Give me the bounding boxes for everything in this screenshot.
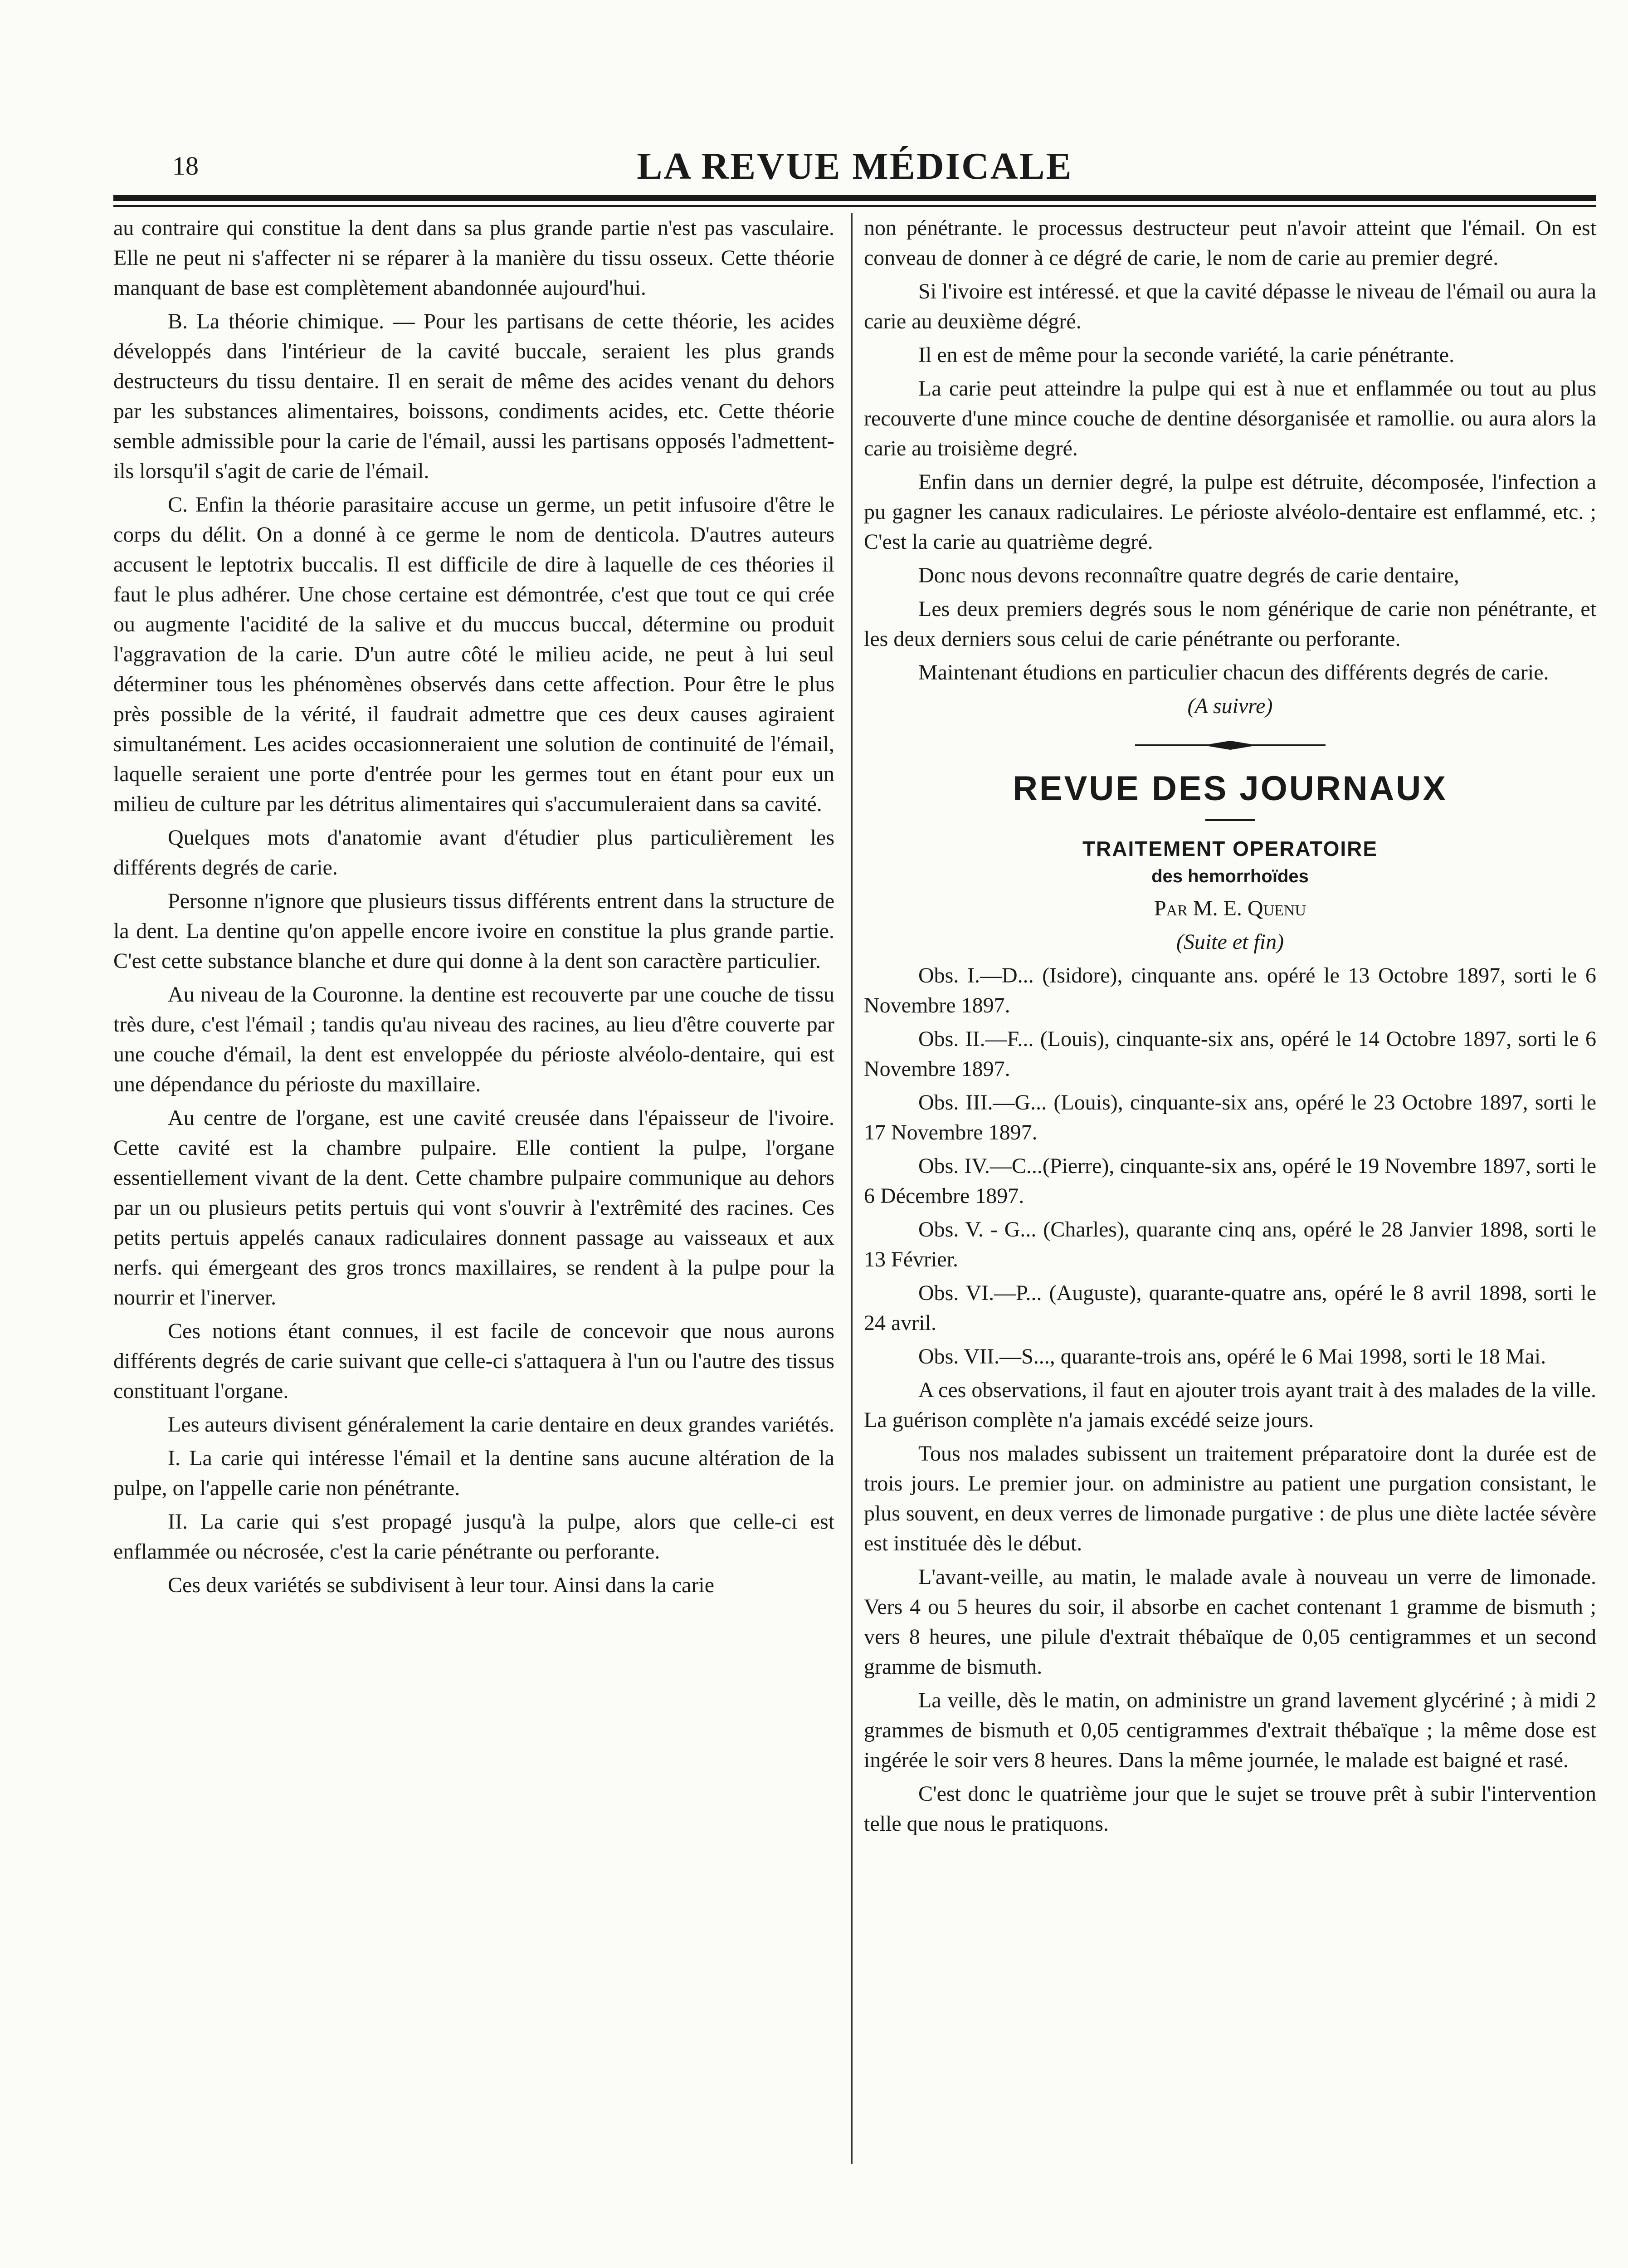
article-subtitle: des hemorrhoïdes (1151, 866, 1309, 886)
left-paragraph: Au niveau de la Couronne. la dentine est recouverte par une couche de tissu très dure, c'est l'émail ; tandis qu'au niveau des racines, au lieu d'être couverte par une couche d'émail, la dent est enveloppée du périoste alvéolo-dentaire, qui est une dépendance du périoste du maxillaire. (113, 982, 834, 1096)
header-rule-thick (113, 195, 1596, 201)
article-title: TRAITEMENT OPERATOIRE (1082, 837, 1378, 860)
ornament-divider-icon (1135, 738, 1326, 752)
column-divider (851, 213, 853, 2164)
right-paragraph: Maintenant étudions en particulier chacun des différents degrés de carie. (918, 660, 1549, 684)
to-be-continued: (A suivre) (1187, 694, 1273, 718)
left-paragraph: Ces notions étant connues, il est facile de concevoir que nous aurons différents degrés de carie suivant que celle-ci s'attaquera à l'un ou l'autre des tissus constituant l'organe. (113, 1319, 834, 1403)
right-paragraph: Si l'ivoire est intéressé. et que la cavité dépasse le niveau de l'émail ou aura la carie au deuxième dégré. (864, 279, 1596, 333)
left-paragraph: II. La carie qui s'est propagé jusqu'à la pulpe, alors que celle-ci est enflammée ou nécrosée, c'est la carie pénétrante ou perforante. (113, 1510, 834, 1564)
left-paragraph: I. La carie qui intéresse l'émail et la dentine sans aucune altération de la pulpe, on l'appelle carie non pénétrante. (113, 1446, 834, 1500)
article-paragraph: Tous nos malades subissent un traitement préparatoire dont la durée est de trois jours. Le premier jour. on administre au patient une purgation consistant, le plus souvent, en deux verres de limonade purgative : de plus une diète lactée sévère est instituée dès le début. (864, 1442, 1596, 1555)
right-paragraph: Il en est de même pour la seconde variété, la carie pénétrante. (918, 343, 1455, 367)
left-column (113, 213, 834, 1604)
header-rule-thin (113, 205, 1596, 207)
right-paragraph: La carie peut atteindre la pulpe qui est à nue et enflammée ou tout au plus recouverte d'une mince couche de dentine désorganisée et ramollie. ou aura alors la carie au troisième degré. (864, 376, 1596, 460)
article-paragraph: A ces observations, il faut en ajouter trois ayant trait à des malades de la ville. La guérison complète n'a jamais excédé seize jours. (864, 1378, 1596, 1432)
article-paragraph: La veille, dès le matin, on administre un grand lavement glycériné ; à midi 2 grammes de bismuth et 0,05 centigrammes d'extrait thébaïque ; la même dose est ingérée le soir vers 8 heures. Dans la même journée, le malade est baigné et rasé. (864, 1688, 1596, 1772)
section-rule (1205, 819, 1255, 821)
observation-entry: Obs. II.—F... (Louis), cinquante-six ans, opéré le 14 Octobre 1897, sorti le 6 Novembre 1897. (864, 1027, 1596, 1081)
page-number: 18 (172, 151, 199, 181)
article-author: Par M. E. Quenu (1154, 896, 1306, 920)
left-paragraph: Quelques mots d'anatomie avant d'étudier plus particulièrement les différents degrés de carie. (113, 826, 834, 880)
left-paragraph: Personne n'ignore que plusieurs tissus différents entrent dans la structure de la dent. La dentine qu'on appelle encore ivoire en constitue la plus grande partie. C'est cette substance blanche et dure qui donne à la dent son caractère particulier. (113, 889, 834, 973)
article-paragraph: C'est donc le quatrième jour que le sujet se trouve prêt à subir l'intervention telle que nous le pratiquons. (864, 1782, 1596, 1836)
article-continuation: (Suite et fin) (1176, 930, 1284, 954)
right-paragraph: Les deux premiers degrés sous le nom générique de carie non pénétrante, et les deux derniers sous celui de carie pénétrante ou perforante. (864, 597, 1596, 651)
left-paragraph: au contraire qui constitue la dent dans sa plus grande partie n'est pas vasculaire. Elle ne peut ni s'affecter ni se réparer à la manière du tissu osseux. Cette théorie manquant de base est complètement abandonnée aujourd'hui. (113, 216, 834, 300)
observation-entry: Obs. VI.—P... (Auguste), quarante-quatre ans, opéré le 8 avril 1898, sorti le 24 avril. (864, 1281, 1596, 1335)
article-paragraph: L'avant-veille, au matin, le malade avale à nouveau un verre de limonade. Vers 4 ou 5 heures du soir, il absorbe en cachet contenant 1 gramme de bismuth ; vers 8 heures, une pilule d'extrait thébaïque de 0,05 centigrammes et un second gramme de bismuth. (864, 1565, 1596, 1679)
journal-title: LA REVUE MÉDICALE (637, 145, 1073, 187)
right-column (864, 213, 1596, 1843)
observation-entry: Obs. V. - G... (Charles), quarante cinq ans, opéré le 28 Janvier 1898, sorti le 13 Février. (864, 1217, 1596, 1271)
section-title: REVUE DES JOURNAUX (1013, 769, 1448, 808)
right-paragraph: non pénétrante. le processus destructeur peut n'avoir atteint que l'émail. On est conveau de donner à ce dégré de carie, le nom de carie au premier degré. (864, 216, 1596, 270)
left-paragraph: Les auteurs divisent généralement la carie dentaire en deux grandes variétés. (168, 1413, 834, 1437)
observation-entry: Obs. I.—D... (Isidore), cinquante ans. opéré le 13 Octobre 1897, sorti le 6 Novembre 1897. (864, 963, 1596, 1017)
observation-entry: Obs. IV.—C...(Pierre), cinquante-six ans, opéré le 19 Novembre 1897, sorti le 6 Décembre 1897. (864, 1154, 1596, 1208)
observation-entry: Obs. VII.—S..., quarante-trois ans, opéré le 6 Mai 1998, sorti le 18 Mai. (918, 1344, 1546, 1369)
observation-entry: Obs. III.—G... (Louis), cinquante-six ans, opéré le 23 Octobre 1897, sorti le 17 Novembre 1897. (864, 1090, 1596, 1144)
left-paragraph: B. La théorie chimique. — Pour les partisans de cette théorie, les acides développés dans l'intérieur de la cavité buccale, seraient les plus grands destructeurs du tissu dentaire. Il en serait de même des acides venant du dehors par les substances alimentaires, boissons, condiments acides, etc. Cette théorie semble admissible pour la carie de l'émail, aussi les partisans opposés l'admettent-ils lorsqu'il s'agit de carie de l'émail. (113, 309, 834, 483)
left-paragraph: C. Enfin la théorie parasitaire accuse un germe, un petit infusoire d'être le corps du délit. On a donné à ce germe le nom de denticola. D'autres auteurs accusent le leptotrix buccalis. Il est difficile de dire à laquelle de ces théories il faut le plus adhérer. Une chose certaine est démontrée, c'est que tout ce qui crée ou augmente l'acidité de la salive et du muccus buccal, détermine ou produit l'aggravation de la carie. D'un autre côté le milieu acide, ne peut à lui seul déterminer tous les phénomènes observés dans cette affection. Pour être le plus près possible de la vérité, il faudrait admettre que ces deux causes agiraient simultanément. Les acides occasionneraient une solution de continuité de l'émail, laquelle seraient une porte d'entrée pour les germes tout en étant pour eux un milieu de culture par les détritus alimentaires qui s'accumuleraient dans sa cavité. (113, 493, 834, 816)
page-header (113, 144, 1596, 194)
left-paragraph: Au centre de l'organe, est une cavité creusée dans l'épaisseur de l'ivoire. Cette cavité est la chambre pulpaire. Elle contient la pulpe, l'organe essentiellement vivant de la dent. Cette chambre pulpaire communique au dehors par un ou plusieurs petits pertuis qui vont s'ouvrir à l'extrêmité des racines. Ces petits pertuis appelés canaux radiculaires donnent passage au vaisseaux et aux nerfs. qui émergeant des gros troncs maxillaires, se rendent à la pulpe pour la nourrir et l'inerver. (113, 1106, 834, 1310)
left-paragraph: Ces deux variétés se subdivisent à leur tour. Ainsi dans la carie (168, 1573, 715, 1597)
right-paragraph: Donc nous devons reconnaître quatre degrés de carie dentaire, (918, 563, 1459, 587)
right-paragraph: Enfin dans un dernier degré, la pulpe est détruite, décomposée, l'infection a pu gagner les canaux radiculaires. Le périoste alvéolo-dentaire est enflammé, etc. ; C'est la carie au quatrième degré. (864, 470, 1596, 554)
